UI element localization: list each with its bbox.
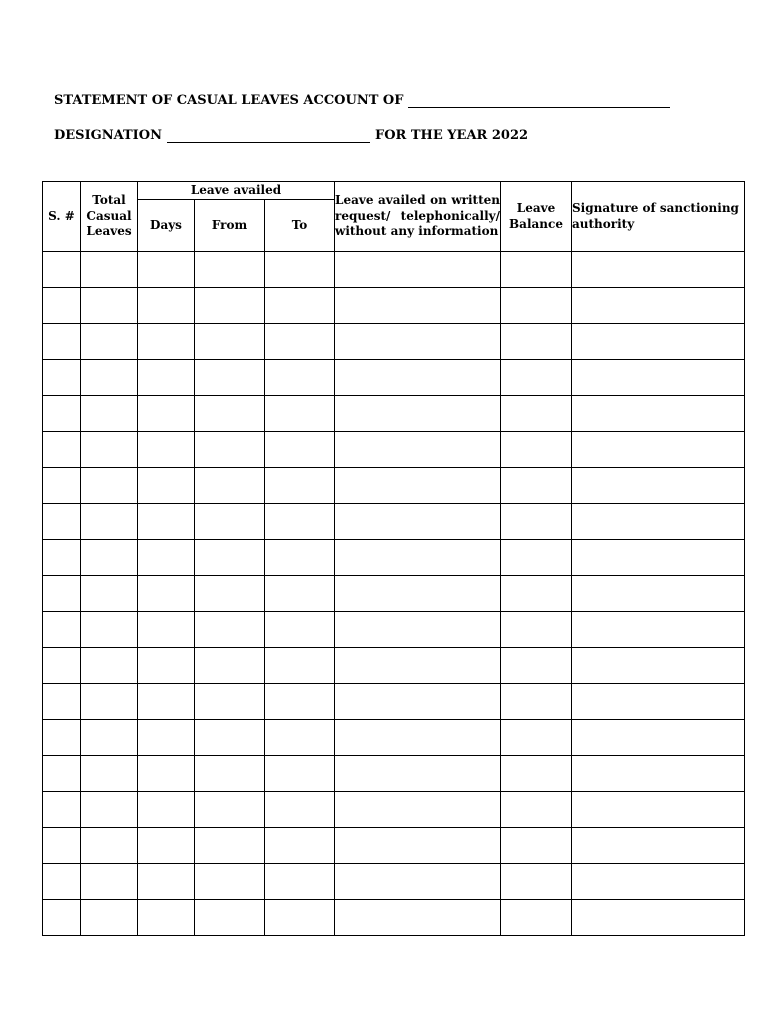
table-row bbox=[43, 792, 745, 828]
cell-to[interactable] bbox=[265, 900, 335, 936]
cell-signature[interactable] bbox=[572, 648, 745, 684]
cell-leave-request[interactable] bbox=[335, 828, 501, 864]
col-header-signature: Signature of sanctioning authority bbox=[572, 182, 745, 252]
cell-leave-request[interactable] bbox=[335, 720, 501, 756]
cell-from[interactable] bbox=[195, 900, 265, 936]
cell-total-casual-leaves[interactable] bbox=[81, 252, 138, 288]
statement-heading bbox=[54, 93, 675, 108]
cell-leave-request[interactable] bbox=[335, 504, 501, 540]
cell-signature[interactable] bbox=[572, 540, 745, 576]
cell-from[interactable] bbox=[195, 324, 265, 360]
cell-signature[interactable] bbox=[572, 252, 745, 288]
designation-label: DESIGNATION bbox=[54, 128, 162, 143]
cell-leave-balance[interactable] bbox=[501, 468, 572, 504]
cell-signature[interactable] bbox=[572, 576, 745, 612]
cell-leave-balance[interactable] bbox=[501, 900, 572, 936]
table-row bbox=[43, 900, 745, 936]
cell-leave-request[interactable] bbox=[335, 756, 501, 792]
cell-to[interactable] bbox=[265, 468, 335, 504]
cell-serial[interactable] bbox=[43, 468, 81, 504]
cell-leave-request[interactable] bbox=[335, 432, 501, 468]
cell-leave-request[interactable] bbox=[335, 576, 501, 612]
cell-to[interactable] bbox=[265, 504, 335, 540]
cell-leave-balance[interactable] bbox=[501, 720, 572, 756]
cell-serial[interactable] bbox=[43, 864, 81, 900]
cell-days[interactable] bbox=[138, 504, 195, 540]
cell-leave-request[interactable] bbox=[335, 252, 501, 288]
cell-serial[interactable] bbox=[43, 396, 81, 432]
table-row bbox=[43, 324, 745, 360]
col-header-leave-request: Leave availed on written request/ telephonically/ without any information bbox=[335, 182, 501, 252]
cell-total-casual-leaves[interactable] bbox=[81, 900, 138, 936]
cell-serial[interactable] bbox=[43, 360, 81, 396]
cell-from[interactable] bbox=[195, 612, 265, 648]
cell-to[interactable] bbox=[265, 792, 335, 828]
cell-leave-request[interactable] bbox=[335, 288, 501, 324]
cell-from[interactable] bbox=[195, 468, 265, 504]
cell-to[interactable] bbox=[265, 648, 335, 684]
cell-total-casual-leaves[interactable] bbox=[81, 756, 138, 792]
cell-signature[interactable] bbox=[572, 864, 745, 900]
cell-total-casual-leaves[interactable] bbox=[81, 612, 138, 648]
cell-from[interactable] bbox=[195, 396, 265, 432]
table-row bbox=[43, 648, 745, 684]
cell-from[interactable] bbox=[195, 576, 265, 612]
cell-leave-balance[interactable] bbox=[501, 396, 572, 432]
cell-serial[interactable] bbox=[43, 540, 81, 576]
table-body bbox=[43, 252, 745, 936]
cell-serial[interactable] bbox=[43, 684, 81, 720]
cell-leave-request[interactable] bbox=[335, 468, 501, 504]
cell-serial[interactable] bbox=[43, 432, 81, 468]
table-row bbox=[43, 468, 745, 504]
table-row bbox=[43, 864, 745, 900]
cell-to[interactable] bbox=[265, 612, 335, 648]
cell-serial[interactable] bbox=[43, 792, 81, 828]
cell-total-casual-leaves[interactable] bbox=[81, 576, 138, 612]
table-row bbox=[43, 288, 745, 324]
cell-leave-request[interactable] bbox=[335, 396, 501, 432]
col-header-serial: S. # bbox=[43, 182, 81, 252]
cell-total-casual-leaves[interactable] bbox=[81, 468, 138, 504]
cell-leave-balance[interactable] bbox=[501, 288, 572, 324]
cell-signature[interactable] bbox=[572, 360, 745, 396]
cell-leave-request[interactable] bbox=[335, 792, 501, 828]
cell-days[interactable] bbox=[138, 720, 195, 756]
cell-to[interactable] bbox=[265, 864, 335, 900]
cell-to[interactable] bbox=[265, 720, 335, 756]
cell-leave-balance[interactable] bbox=[501, 360, 572, 396]
table-row bbox=[43, 396, 745, 432]
table-row bbox=[43, 756, 745, 792]
cell-leave-request[interactable] bbox=[335, 324, 501, 360]
cell-signature[interactable] bbox=[572, 324, 745, 360]
cell-total-casual-leaves[interactable] bbox=[81, 504, 138, 540]
cell-leave-request[interactable] bbox=[335, 360, 501, 396]
table-row bbox=[43, 720, 745, 756]
cell-to[interactable] bbox=[265, 540, 335, 576]
cell-days[interactable] bbox=[138, 828, 195, 864]
table-row bbox=[43, 828, 745, 864]
cell-from[interactable] bbox=[195, 864, 265, 900]
cell-from[interactable] bbox=[195, 360, 265, 396]
cell-total-casual-leaves[interactable] bbox=[81, 396, 138, 432]
cell-from[interactable] bbox=[195, 756, 265, 792]
table-row bbox=[43, 576, 745, 612]
cell-signature[interactable] bbox=[572, 756, 745, 792]
cell-to[interactable] bbox=[265, 252, 335, 288]
cell-signature[interactable] bbox=[572, 288, 745, 324]
cell-signature[interactable] bbox=[572, 468, 745, 504]
cell-signature[interactable] bbox=[572, 792, 745, 828]
cell-serial[interactable] bbox=[43, 828, 81, 864]
table-row bbox=[43, 684, 745, 720]
cell-total-casual-leaves[interactable] bbox=[81, 828, 138, 864]
cell-signature[interactable] bbox=[572, 504, 745, 540]
cell-leave-balance[interactable] bbox=[501, 864, 572, 900]
cell-leave-request[interactable] bbox=[335, 648, 501, 684]
cell-total-casual-leaves[interactable] bbox=[81, 864, 138, 900]
cell-total-casual-leaves[interactable] bbox=[81, 324, 138, 360]
cell-total-casual-leaves[interactable] bbox=[81, 648, 138, 684]
cell-to[interactable] bbox=[265, 288, 335, 324]
cell-serial[interactable] bbox=[43, 900, 81, 936]
cell-leave-request[interactable] bbox=[335, 900, 501, 936]
table-row bbox=[43, 252, 745, 288]
cell-leave-balance[interactable] bbox=[501, 756, 572, 792]
cell-from[interactable] bbox=[195, 252, 265, 288]
cell-from[interactable] bbox=[195, 648, 265, 684]
cell-signature[interactable] bbox=[572, 828, 745, 864]
cell-signature[interactable] bbox=[572, 396, 745, 432]
designation-blank[interactable] bbox=[167, 130, 370, 143]
cell-to[interactable] bbox=[265, 576, 335, 612]
cell-days[interactable] bbox=[138, 684, 195, 720]
cell-to[interactable] bbox=[265, 756, 335, 792]
statement-title: STATEMENT OF CASUAL LEAVES ACCOUNT OF bbox=[54, 93, 404, 108]
table-row bbox=[43, 360, 745, 396]
cell-from[interactable] bbox=[195, 828, 265, 864]
cell-signature[interactable] bbox=[572, 684, 745, 720]
year-label: FOR THE YEAR 2022 bbox=[374, 128, 529, 143]
cell-total-casual-leaves[interactable] bbox=[81, 432, 138, 468]
cell-total-casual-leaves[interactable] bbox=[81, 720, 138, 756]
cell-leave-balance[interactable] bbox=[501, 432, 572, 468]
table-row bbox=[43, 504, 745, 540]
cell-signature[interactable] bbox=[572, 432, 745, 468]
cell-days[interactable] bbox=[138, 576, 195, 612]
cell-from[interactable] bbox=[195, 288, 265, 324]
cell-serial[interactable] bbox=[43, 576, 81, 612]
cell-days[interactable] bbox=[138, 900, 195, 936]
cell-days[interactable] bbox=[138, 396, 195, 432]
cell-days[interactable] bbox=[138, 360, 195, 396]
cell-total-casual-leaves[interactable] bbox=[81, 540, 138, 576]
cell-leave-request[interactable] bbox=[335, 684, 501, 720]
cell-to[interactable] bbox=[265, 396, 335, 432]
cell-serial[interactable] bbox=[43, 612, 81, 648]
cell-total-casual-leaves[interactable] bbox=[81, 792, 138, 828]
cell-from[interactable] bbox=[195, 720, 265, 756]
table-row bbox=[43, 540, 745, 576]
cell-leave-balance[interactable] bbox=[501, 252, 572, 288]
cell-total-casual-leaves[interactable] bbox=[81, 360, 138, 396]
cell-days[interactable] bbox=[138, 288, 195, 324]
cell-leave-balance[interactable] bbox=[501, 792, 572, 828]
cell-from[interactable] bbox=[195, 792, 265, 828]
cell-leave-balance[interactable] bbox=[501, 828, 572, 864]
cell-from[interactable] bbox=[195, 432, 265, 468]
cell-serial[interactable] bbox=[43, 648, 81, 684]
cell-leave-balance[interactable] bbox=[501, 504, 572, 540]
cell-total-casual-leaves[interactable] bbox=[81, 288, 138, 324]
cell-leave-request[interactable] bbox=[335, 540, 501, 576]
account-holder-name-blank[interactable] bbox=[408, 95, 670, 108]
cell-days[interactable] bbox=[138, 432, 195, 468]
table-row bbox=[43, 612, 745, 648]
cell-serial[interactable] bbox=[43, 252, 81, 288]
cell-to[interactable] bbox=[265, 360, 335, 396]
col-header-total-casual-leaves: Total Casual Leaves bbox=[81, 182, 138, 252]
cell-days[interactable] bbox=[138, 864, 195, 900]
cell-leave-balance[interactable] bbox=[501, 684, 572, 720]
cell-serial[interactable] bbox=[43, 324, 81, 360]
cell-to[interactable] bbox=[265, 684, 335, 720]
cell-leave-balance[interactable] bbox=[501, 612, 572, 648]
cell-leave-balance[interactable] bbox=[501, 648, 572, 684]
cell-leave-balance[interactable] bbox=[501, 576, 572, 612]
cell-leave-request[interactable] bbox=[335, 864, 501, 900]
leave-account-table bbox=[42, 181, 745, 936]
cell-serial[interactable] bbox=[43, 288, 81, 324]
cell-days[interactable] bbox=[138, 756, 195, 792]
cell-to[interactable] bbox=[265, 432, 335, 468]
table-row bbox=[43, 432, 745, 468]
cell-to[interactable] bbox=[265, 828, 335, 864]
designation-heading bbox=[54, 128, 528, 143]
cell-leave-balance[interactable] bbox=[501, 324, 572, 360]
cell-days[interactable] bbox=[138, 540, 195, 576]
cell-from[interactable] bbox=[195, 684, 265, 720]
cell-days[interactable] bbox=[138, 324, 195, 360]
cell-days[interactable] bbox=[138, 612, 195, 648]
col-header-to: To bbox=[265, 200, 335, 252]
cell-signature[interactable] bbox=[572, 720, 745, 756]
cell-leave-balance[interactable] bbox=[501, 540, 572, 576]
cell-total-casual-leaves[interactable] bbox=[81, 684, 138, 720]
cell-from[interactable] bbox=[195, 540, 265, 576]
col-header-leave-availed: Leave availed bbox=[138, 182, 335, 200]
cell-days[interactable] bbox=[138, 468, 195, 504]
cell-signature[interactable] bbox=[572, 612, 745, 648]
cell-signature[interactable] bbox=[572, 900, 745, 936]
col-header-from: From bbox=[195, 200, 265, 252]
cell-days[interactable] bbox=[138, 252, 195, 288]
cell-serial[interactable] bbox=[43, 504, 81, 540]
col-header-leave-balance: Leave Balance bbox=[501, 182, 572, 252]
cell-days[interactable] bbox=[138, 648, 195, 684]
cell-days[interactable] bbox=[138, 792, 195, 828]
cell-from[interactable] bbox=[195, 504, 265, 540]
cell-serial[interactable] bbox=[43, 720, 81, 756]
cell-leave-request[interactable] bbox=[335, 612, 501, 648]
cell-serial[interactable] bbox=[43, 756, 81, 792]
col-header-days: Days bbox=[138, 200, 195, 252]
cell-to[interactable] bbox=[265, 324, 335, 360]
